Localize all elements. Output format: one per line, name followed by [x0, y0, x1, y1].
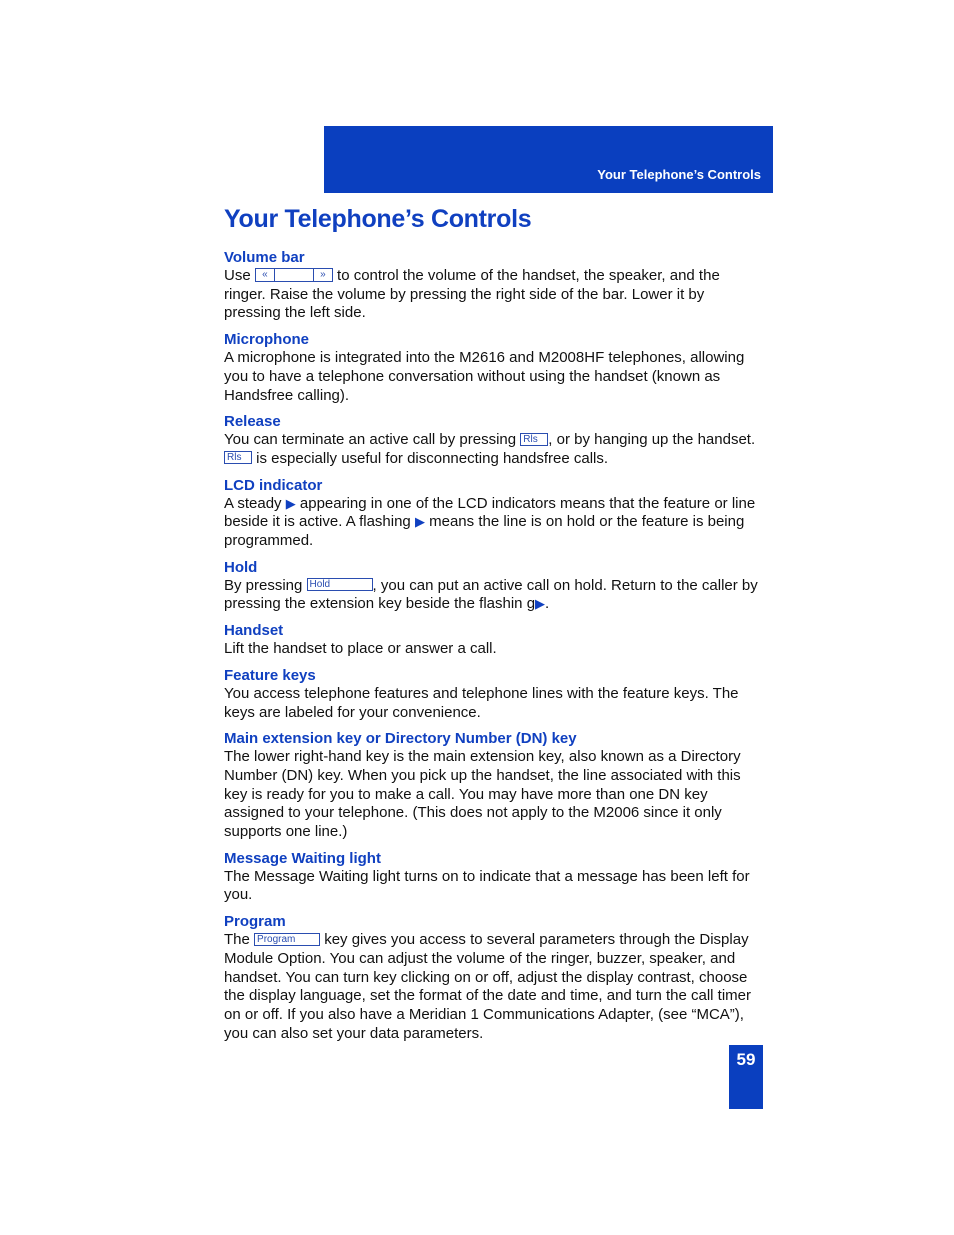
rls-key-icon: Rls	[520, 433, 548, 446]
section-text	[224, 267, 764, 323]
page-number-tab	[729, 1045, 763, 1109]
section-heading: LCD indicator	[224, 476, 323, 494]
section-volume-bar	[224, 248, 764, 323]
section-text: You access telephone features and telephone lines with the feature keys. The keys are labeled for your convenience.	[224, 684, 739, 721]
section-heading: Main extension key or Directory Number (DN) key	[224, 730, 577, 748]
section-text	[224, 931, 764, 1043]
text-run: means the line is on hold or the feature is being programmed.	[224, 513, 745, 550]
text-run: The	[224, 931, 250, 949]
section-text: The Message Waiting light turns on to indicate that a message has been left for you.	[224, 867, 750, 904]
lcd-triangle-icon: ▶	[414, 514, 425, 530]
section-message-waiting-light	[224, 849, 764, 905]
volume-up-icon: »	[320, 269, 326, 281]
section-text	[224, 577, 764, 614]
text-run: You can terminate an active call by pressing	[224, 431, 517, 449]
text-run: Use	[224, 267, 251, 284]
section-heading: Volume bar	[224, 249, 305, 266]
running-header-title: Your Telephone’s Controls	[597, 167, 761, 182]
text-run: , or by hanging up the handset.	[548, 431, 756, 449]
section-dn-key	[224, 729, 764, 842]
hold-key-icon: Hold	[307, 578, 373, 591]
section-heading: Feature keys	[224, 666, 316, 684]
section-text	[224, 431, 764, 468]
section-heading: Handset	[224, 622, 284, 640]
page-content	[224, 248, 764, 1050]
section-hold	[224, 558, 764, 614]
page-title: Your Telephone’s Controls	[224, 205, 532, 233]
volume-bar-center	[274, 269, 314, 281]
text-run: By pressing	[224, 576, 303, 594]
lcd-triangle-icon: ▶	[535, 596, 546, 612]
header-band	[324, 126, 773, 193]
text-run: appearing in one of the LCD indicators means that the feature or line beside it is active. A flashing	[224, 494, 756, 531]
program-key-icon: Program	[254, 933, 320, 946]
section-feature-keys	[224, 666, 764, 722]
section-text	[224, 495, 764, 551]
section-heading: Release	[224, 413, 281, 431]
section-heading: Microphone	[224, 331, 309, 349]
section-text: The lower right-hand key is the main extension key, also known as a Directory Number (DN) key. When you pick up the handset, the line associated with this key is ready for you to make a call. You may have more than one DN key assigned to your telephone. (This does not apply to the M2006 since it only supports one line.)	[224, 748, 741, 841]
section-heading: Message Waiting light	[224, 849, 381, 867]
section-program	[224, 912, 764, 1043]
page-number: 59	[736, 1050, 756, 1069]
volume-bar-key-icon	[255, 268, 333, 282]
section-text: Lift the handset to place or answer a call.	[224, 640, 497, 658]
text-run: to control the volume of the handset, the speaker, and the ringer. Raise the volume by pressing the right side of the bar. Lower it by pressing the left side.	[224, 267, 720, 322]
lcd-triangle-icon: ▶	[285, 495, 296, 511]
section-release	[224, 412, 764, 468]
text-run: .	[545, 595, 550, 613]
section-handset	[224, 621, 764, 659]
text-run: A steady	[224, 494, 282, 512]
volume-down-icon: «	[262, 269, 268, 281]
section-heading: Hold	[224, 558, 258, 576]
text-run: is especially useful for disconnecting handsfree calls.	[256, 449, 609, 467]
section-heading: Program	[224, 913, 286, 931]
text-run: key gives you access to several parameters through the Display Module Option. You can adjust the volume of the ringer, buzzer, speaker, and handset. You can turn key clicking on or off, adjust the display contrast, choose the display language, set the format of the date and time, and turn the call timer on or off. If you also have a Meridian 1 Communications Adapter, (see “MCA”), you can also set your data parameters.	[224, 931, 751, 1042]
rls-key-icon: Rls	[224, 451, 252, 464]
section-lcd-indicator	[224, 476, 764, 551]
section-text: A microphone is integrated into the M2616 and M2008HF telephones, allowing you to have a telephone conversation without using the handset (known as Handsfree calling).	[224, 349, 745, 404]
section-microphone	[224, 330, 764, 405]
text-run: , you can put an active call on hold. Return to the caller by pressing the extension key beside the flashin g	[224, 576, 758, 613]
